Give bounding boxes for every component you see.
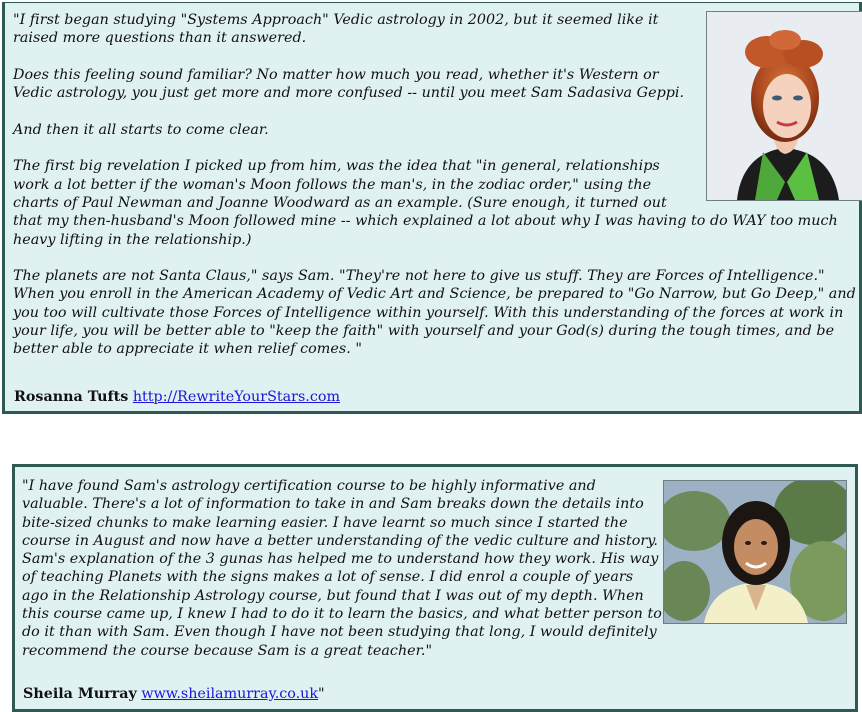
testimonial-signature <box>23 685 325 703</box>
quote-paragraph: The first big revelation I picked up from him, was the idea that "in general, relationships work a lot better if the woman's Moon follows the man's, in the zodiac order," using the charts of Paul Newman and Joanne Woodward as an example. (Sure enough, it turned out that my then-husband's Moon followed mine -- which explained a lot about why I was having to do WAY too much heavy lifting in the relationship.) <box>13 158 838 248</box>
quote-paragraph: Does this feeling sound familiar? No matter how much you read, whether it's Western or Vedic astrology, you just get more and more confused -- until you meet Sam Sadasiva Geppi. <box>13 66 685 102</box>
portrait-illustration <box>707 12 862 200</box>
author-website-link[interactable]: www.sheilamurray.co.uk <box>141 686 319 702</box>
testimonial-signature <box>14 388 340 406</box>
testimonial-card-rosanna <box>2 2 862 414</box>
testimonial-quote <box>22 477 662 678</box>
quote-paragraph: And then it all starts to come clear. <box>13 121 269 138</box>
testimonial-card-sheila <box>12 464 858 712</box>
closing-quote-mark: " <box>318 686 325 702</box>
quote-paragraph: "I have found Sam's astrology certification course to be highly informative and valuable. There's a lot of information to take in and Sam breaks down the details into bite-sized chunks to make learning easier. I have learnt so much since I started the course in August and now have a better understanding of the vedic culture and history. Sam's explanation of the 3 gunas has helped me to understand how they work. His way of teaching Planets with the signs makes a lot of sense. I did enrol a couple of years ago in the Relationship Astrology course, but found that I was out of my depth. When this course came up, I knew I had to do it to learn the basics, and what better person to do it than with Sam. Even though I have not been studying that long, I would definitely recommend the course because Sam is a great teacher." <box>22 478 662 659</box>
author-name: Sheila Murray <box>23 686 137 702</box>
author-website-link[interactable]: http://RewriteYourStars.com <box>132 389 341 405</box>
author-name: Rosanna Tufts <box>14 389 129 405</box>
quote-paragraph: "I first began studying "Systems Approach" Vedic astrology in 2002, but it seemed like it raised more questions than it answered. <box>13 12 659 47</box>
testimonial-photo-sheila <box>663 480 847 624</box>
portrait-illustration <box>664 481 846 623</box>
testimonial-quote <box>13 11 861 377</box>
quote-paragraph: The planets are not Santa Claus," says Sam. "They're not here to give us stuff. They are Forces of Intelligence." When you enroll in the American Academy of Vedic Art and Science, be prepared to "Go Narrow, but Go Deep," and you too will cultivate those Forces of Intelligence within yourself. With this understanding of the forces at work in your life, you will be better able to "keep the faith" with yourself and your God(s) during the tough times, and be better able to appreciate it when relief comes. " <box>13 268 856 358</box>
testimonial-photo-rosanna <box>706 11 862 201</box>
